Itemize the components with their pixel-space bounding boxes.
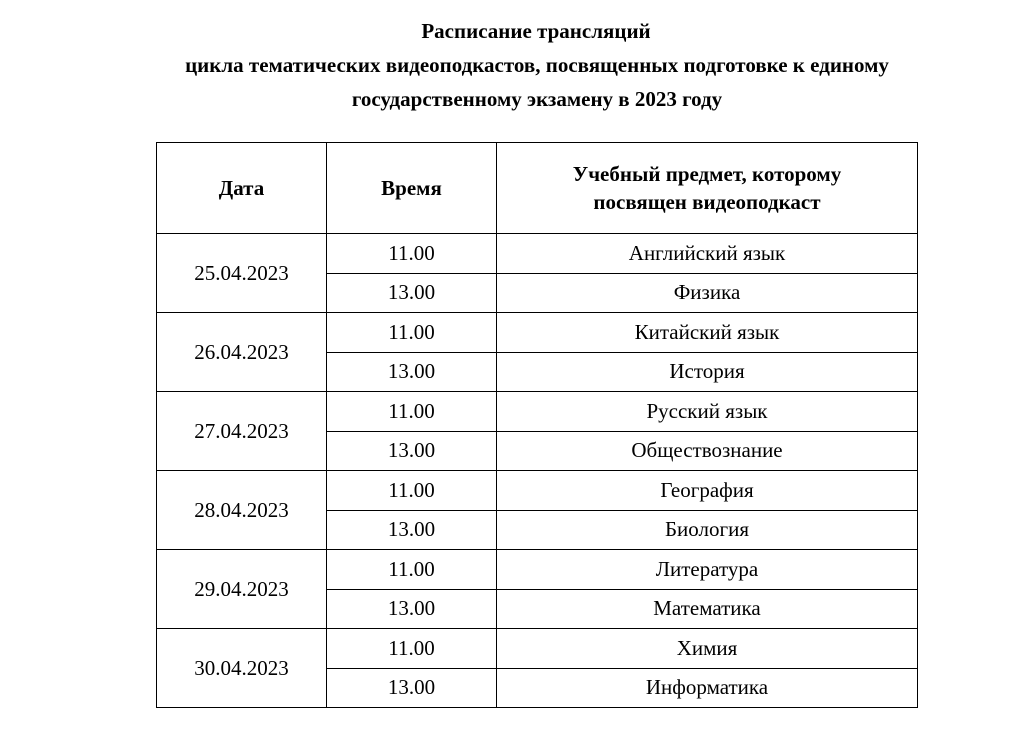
time-cell: 13.00	[327, 668, 497, 708]
time-cell: 13.00	[327, 352, 497, 392]
subject-cell: Обществознание	[497, 431, 918, 471]
time-cell: 11.00	[327, 392, 497, 432]
table-row	[157, 392, 918, 432]
table-header-row	[157, 143, 918, 234]
title-line-2: цикла тематических видеоподкастов, посвященных подготовке к единому	[185, 53, 889, 77]
date-cell: 28.04.2023	[157, 471, 327, 550]
date-cell: 25.04.2023	[157, 234, 327, 313]
table-row	[157, 629, 918, 669]
subject-cell: Химия	[497, 629, 918, 669]
subject-cell: Биология	[497, 510, 918, 550]
title-line-3: государственному экзамену в 2023 году	[351, 87, 723, 111]
header-subject-line-2: посвящен видеоподкаст	[593, 190, 821, 214]
table-row	[157, 313, 918, 353]
header-subject-line-1: Учебный предмет, которому	[572, 162, 842, 186]
table-row	[157, 234, 918, 274]
time-cell: 13.00	[327, 589, 497, 629]
subject-cell: Физика	[497, 273, 918, 313]
table-row	[157, 471, 918, 511]
subject-cell: Математика	[497, 589, 918, 629]
time-cell: 11.00	[327, 471, 497, 511]
time-cell: 13.00	[327, 431, 497, 471]
title-line-1: Расписание трансляций	[421, 19, 651, 43]
subject-cell: Русский язык	[497, 392, 918, 432]
date-cell: 27.04.2023	[157, 392, 327, 471]
subject-cell: Английский язык	[497, 234, 918, 274]
table-row	[157, 550, 918, 590]
schedule-table	[156, 142, 918, 708]
time-cell: 11.00	[327, 629, 497, 669]
header-time: Время	[327, 143, 497, 234]
time-cell: 13.00	[327, 510, 497, 550]
date-cell: 30.04.2023	[157, 629, 327, 708]
time-cell: 13.00	[327, 273, 497, 313]
time-cell: 11.00	[327, 550, 497, 590]
time-cell: 11.00	[327, 313, 497, 353]
header-date: Дата	[157, 143, 327, 234]
subject-cell: География	[497, 471, 918, 511]
time-cell: 11.00	[327, 234, 497, 274]
subject-cell: Литература	[497, 550, 918, 590]
document-title	[0, 14, 1024, 116]
header-subject	[497, 143, 918, 234]
subject-cell: Китайский язык	[497, 313, 918, 353]
subject-cell: Информатика	[497, 668, 918, 708]
date-cell: 26.04.2023	[157, 313, 327, 392]
subject-cell: История	[497, 352, 918, 392]
date-cell: 29.04.2023	[157, 550, 327, 629]
